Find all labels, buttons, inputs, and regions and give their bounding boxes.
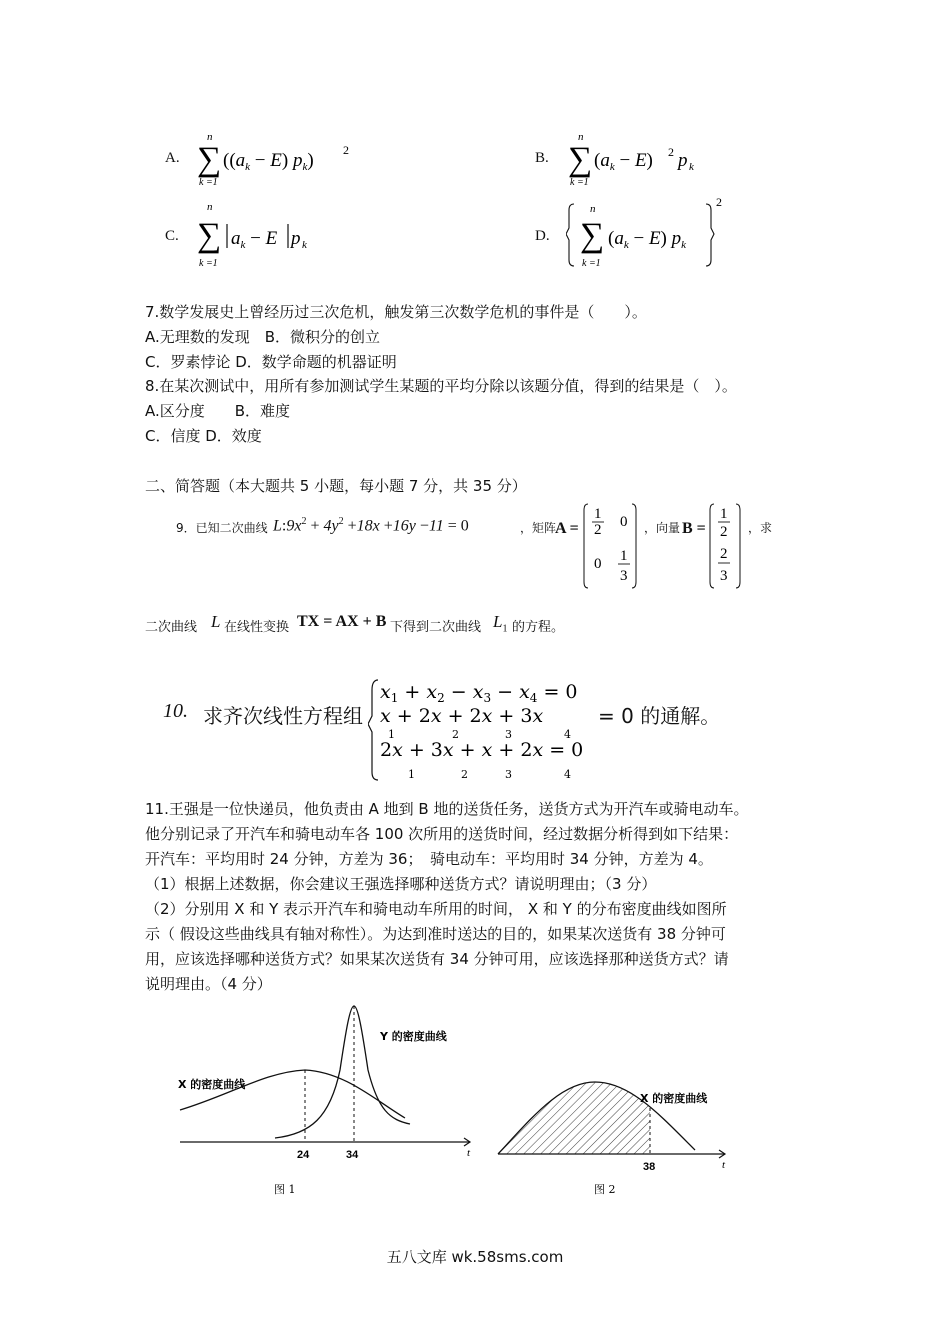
q9-transform: TX = AX + B (297, 613, 387, 630)
svg-text:2x + 3x + x + 2x = 0: 2x + 3x + x + 2x = 0 (380, 739, 584, 761)
svg-text:∑: ∑ (197, 217, 222, 254)
q10-number: 10. (163, 700, 188, 722)
figure-2 (490, 1060, 740, 1210)
q11-line-1: 11.王强是一位快递员，他负责由 A 地到 B 地的送货任务，送货方式为开汽车或骑电动车。 (145, 800, 749, 818)
q11-line-3: 开汽车：平均用时 24 分钟，方差为 36； 骑电动车：平均用时 34 分钟，方差为 4。 (145, 850, 713, 868)
q11-line-8: 说明理由。（4 分） (145, 975, 272, 993)
svg-text:2: 2 (720, 546, 728, 562)
svg-text:k =1: k =1 (199, 258, 218, 269)
svg-text:2: 2 (461, 768, 468, 781)
fig2-x-curve-label: X 的密度曲线 (640, 1092, 708, 1105)
q9-vector-text: ，向量 (644, 521, 681, 535)
q9-curve-equation: $L:9x^2 + 4y^2 +18x +16y -11 = 0$ (273, 516, 469, 535)
option-d-label: D. (535, 228, 550, 244)
svg-text:2: 2 (452, 728, 459, 741)
svg-text:2: 2 (594, 522, 602, 538)
q10-equation-system (368, 676, 588, 786)
section-2-title: 二、简答题（本大题共 5 小题，每小题 7 分，共 35 分） (145, 477, 527, 495)
option-b-label: B. (535, 150, 549, 166)
svg-text:k =1: k =1 (582, 258, 601, 269)
q9-matrix-a (582, 500, 642, 592)
svg-text:1: 1 (720, 506, 728, 522)
q7-stem: 7.数学发展史上曾经历过三次危机，触发第三次数学危机的事件是（ ）。 (145, 303, 647, 321)
q9-curve-l: L (211, 612, 221, 631)
q10-text: 求齐次线性方程组 (203, 704, 363, 728)
svg-text:0: 0 (620, 514, 628, 530)
svg-text:k =1: k =1 (570, 177, 589, 188)
q11-line-2: 他分别记录了开汽车和骑电动车各 100 次所用的送货时间，经过数据分析得到如下结果： (145, 825, 739, 843)
q9-matrix-a-symbol: A = (555, 520, 579, 537)
svg-text:4: 4 (564, 728, 571, 741)
q9-vector-b-symbol: B = (682, 520, 706, 537)
svg-text:n: n (578, 131, 584, 143)
svg-text:1: 1 (620, 548, 628, 564)
q7-options-cd: C．罗素悖论 D．数学命题的机器证明 (145, 353, 397, 371)
q8-options-ab: A.区分度 B．难度 (145, 402, 291, 420)
q9-line2-c: 下得到二次曲线 (390, 620, 482, 635)
page-footer: 五八文库 wk.58sms.com (386, 1248, 564, 1266)
fig1-axis-label: t (467, 1147, 471, 1159)
q9-curve-l1: $L_1$ (493, 612, 508, 635)
svg-text:k =1: k =1 (199, 177, 218, 188)
svg-text:0: 0 (594, 556, 602, 572)
svg-text:∑: ∑ (568, 141, 593, 178)
svg-text:n: n (207, 201, 213, 213)
q11-line-6: 示（ 假设这些曲线具有轴对称性）。为达到准时送达的目的，如果某次送货有 38 分钟可 (145, 925, 726, 943)
svg-text:k: k (689, 161, 694, 173)
q8-stem: 8.在某次测试中，用所有参加测试学生某题的平均分除以该题分值，得到的结果是（ ）。 (145, 377, 737, 395)
fig1-y-curve-label: Y 的密度曲线 (380, 1030, 447, 1043)
fig1-y-curve (275, 1006, 410, 1138)
svg-text:3: 3 (620, 568, 628, 584)
q9-vector-b (708, 500, 748, 592)
q9-ask: ，求 (748, 521, 773, 535)
figure-1 (170, 1000, 480, 1210)
svg-text:ak − E: $a_k - E$ (231, 228, 278, 251)
svg-text:2: 2 (720, 524, 728, 540)
q11-line-7: 用，应该选择哪种送货方式？如果某次送货有 34 分钟可用，应该选择那种送货方式？请 (145, 950, 729, 968)
svg-text:3: 3 (505, 728, 512, 741)
q7-options-ab: A.无理数的发现 B．微积分的创立 (145, 328, 381, 346)
svg-text:(ak − E): $(a_k - E)$ (594, 150, 653, 173)
option-c-label: C. (165, 228, 179, 244)
svg-text:k: k (302, 239, 307, 251)
fig1-caption: 图 1 (274, 1183, 296, 1196)
svg-text:x + 2x + 2x + 3x: x + 2x + 2x + 3x (380, 705, 544, 727)
option-d-formula (566, 192, 736, 274)
svg-text:1: 1 (388, 728, 395, 741)
svg-text:n: n (207, 131, 213, 143)
option-a-label: A. (165, 150, 180, 166)
q9-line2-b: 在线性变换 (224, 620, 290, 635)
q11-line-4: （1）根据上述数据，你会建议王强选择哪种送货方式？请说明理由；（3 分） (145, 875, 657, 893)
q9-prefix: 9．已知二次曲线 (176, 521, 268, 535)
q8-options-cd: C．信度 D．效度 (145, 427, 262, 445)
fig1-tick-24: 24 (297, 1149, 310, 1161)
svg-text:x1 + x2 − x3 − x4 = 0: $x_1 + x_2 - x_3 - x_4 = 0$ (380, 681, 578, 705)
fig2-axis-label: t (722, 1159, 726, 1171)
svg-text:((ak − E) pk): ($(a_k - E)$ $p_k$) (223, 150, 314, 173)
fig1-tick-34: 34 (346, 1149, 359, 1161)
svg-text:∑: ∑ (197, 141, 222, 178)
q9-line2-a: 二次曲线 (145, 620, 198, 635)
svg-text:2: 2 (343, 143, 349, 157)
q11-line-5: （2）分别用 X 和 Y 表示开汽车和骑电动车所用的时间， X 和 Y 的分布密度曲线如图所 (145, 900, 727, 918)
fig1-x-curve-label: X 的密度曲线 (178, 1078, 246, 1091)
option-b-formula (566, 130, 736, 200)
svg-text:2: 2 (716, 195, 722, 209)
option-a-formula (195, 130, 395, 200)
svg-text:p: p (678, 150, 688, 171)
fig2-caption: 图 2 (594, 1183, 616, 1196)
svg-text:3: 3 (720, 568, 728, 584)
option-c-formula (195, 200, 335, 275)
fig2-tick-38: 38 (643, 1161, 656, 1173)
q10-tail: = 0 的通解。 (598, 704, 721, 728)
svg-text:1: 1 (594, 506, 602, 522)
svg-text:n: n (590, 203, 596, 215)
svg-text:p: p (291, 228, 301, 249)
q9-line2-d: 的方程。 (512, 620, 565, 635)
svg-text:(ak − E) pk: $(a_k - E)$ $p_k$ (608, 228, 687, 251)
q9-matrix-text: ，矩阵 (520, 521, 557, 535)
svg-text:4: 4 (564, 768, 571, 781)
svg-text:1: 1 (408, 768, 415, 781)
svg-text:3: 3 (505, 768, 512, 781)
svg-text:∑: ∑ (580, 217, 605, 254)
svg-text:2: 2 (668, 145, 674, 159)
